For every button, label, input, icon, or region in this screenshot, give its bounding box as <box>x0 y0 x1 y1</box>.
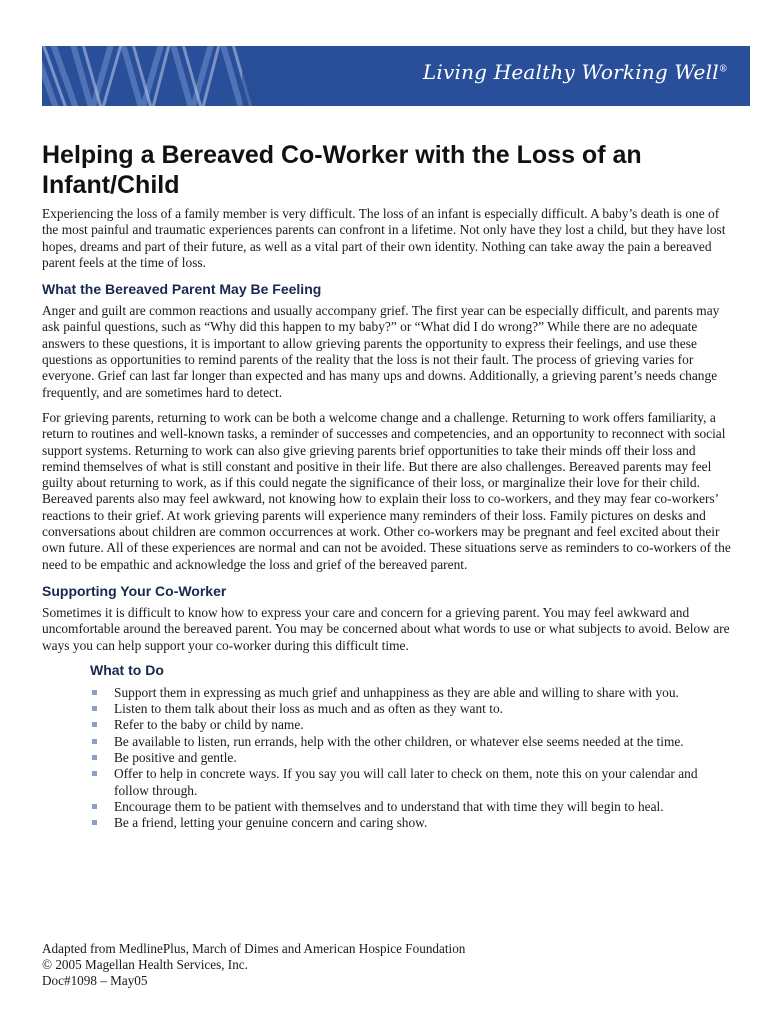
list-item: Offer to help in concrete ways. If you say you will call later to check on them, note this on your calendar and follow through. <box>90 766 732 799</box>
square-bullet-icon <box>92 722 97 727</box>
feelings-paragraph-2: For grieving parents, returning to work can be both a welcome change and a challenge. Returning to work offers familiarity, a return to routines and well-known tasks, a reminder of successes and competencies, and an opportunity to reconnect with social support systems. Returning to work can also give grieving parents brief opportunities to take their minds off their loss and remind themselves of what is still constant and positive in their life. But there are also challenges. Bereaved parents may feel guilty about returning to work, as if this could negate the significance of their loss, or marginalize their love for their child. Bereaved parents also may feel awkward, not knowing how to explain their loss to co-workers, and they may fear co-workers’ reactions to their grief. At work grieving parents will experience many reminders of their loss. Family pictures on desks and conversations about children are common occurrences at work. Other co-workers may be pregnant and feel excited about their own future. All of these experiences are normal and can not be avoided. These situations serve as reminders to co-workers of the need to be empathic and acknowledge the loss and grief of the bereaved parent. <box>42 409 731 572</box>
list-item: Refer to the baby or child by name. <box>90 717 732 733</box>
square-bullet-icon <box>92 706 97 711</box>
list-item: Be available to listen, run errands, help with the other children, or whatever else seems needed at the time. <box>90 734 732 750</box>
list-item: Support them in expressing as much grief and unhappiness as they are able and willing to share with you. <box>90 685 732 701</box>
footer-doc-number: Doc#1098 – May05 <box>42 973 148 988</box>
list-item: Be a friend, letting your genuine concern and caring show. <box>90 815 732 831</box>
feelings-paragraph-1: Anger and guilt are common reactions and usually accompany grief. The first year can be especially difficult, and parents may ask painful questions, such as “Why did this happen to my baby?” or “What did I do wrong?” While there are no adequate answers to these questions, it is important to allow grieving parents the opportunity to express their feelings, and use these questions as opportunities to remind parents of the reality that the loss is not their fault. The process of grieving varies for everyone. Grief can last far longer than expected and has many ups and downs. Additionally, a grieving parent’s needs change frequently, and are sometimes hard to detect. <box>42 303 720 400</box>
list-item: Listen to them talk about their loss as much and as often as they want to. <box>90 701 732 717</box>
brand-logo-text: Living Healthy Working Well® <box>422 60 728 84</box>
document-body <box>42 206 732 832</box>
square-bullet-icon <box>92 804 97 809</box>
section-heading-supporting: Supporting Your Co-Worker <box>42 582 227 599</box>
page-title: Helping a Bereaved Co-Worker with the Loss of an Infant/Child <box>42 141 642 199</box>
square-bullet-icon <box>92 771 97 776</box>
intro-paragraph: Experiencing the loss of a family member is very difficult. The loss of an infant is especially difficult. A baby’s death is one of the most painful and traumatic experiences parents can confront in a lifetime. Not only have they lost a child, but they have lost hopes, dreams and part of their future, as well as a vital part of their own identity. Nothing can take away the pain a bereaved parent feels at the time of loss. <box>42 206 726 270</box>
list-item: Be positive and gentle. <box>90 750 732 766</box>
subheading-what-to-do: What to Do <box>90 661 164 678</box>
decorative-stripes <box>42 46 302 106</box>
footer-source: Adapted from MedlinePlus, March of Dimes and American Hospice Foundation <box>42 941 466 956</box>
square-bullet-icon <box>92 739 97 744</box>
header-banner <box>42 46 750 106</box>
square-bullet-icon <box>92 755 97 760</box>
square-bullet-icon <box>92 820 97 825</box>
footer <box>42 941 542 989</box>
supporting-paragraph: Sometimes it is difficult to know how to express your care and concern for a grieving parent. You may feel awkward and uncomfortable around the bereaved parent. You may be concerned about what words to use or what subjects to avoid. Below are ways you can help support your co-worker during this difficult time. <box>42 604 730 653</box>
square-bullet-icon <box>92 690 97 695</box>
footer-copyright: © 2005 Magellan Health Services, Inc. <box>42 957 248 972</box>
what-to-do-list <box>42 685 732 832</box>
list-item: Encourage them to be patient with themselves and to understand that with time they will begin to heal. <box>90 799 732 815</box>
section-heading-feelings: What the Bereaved Parent May Be Feeling <box>42 281 322 298</box>
